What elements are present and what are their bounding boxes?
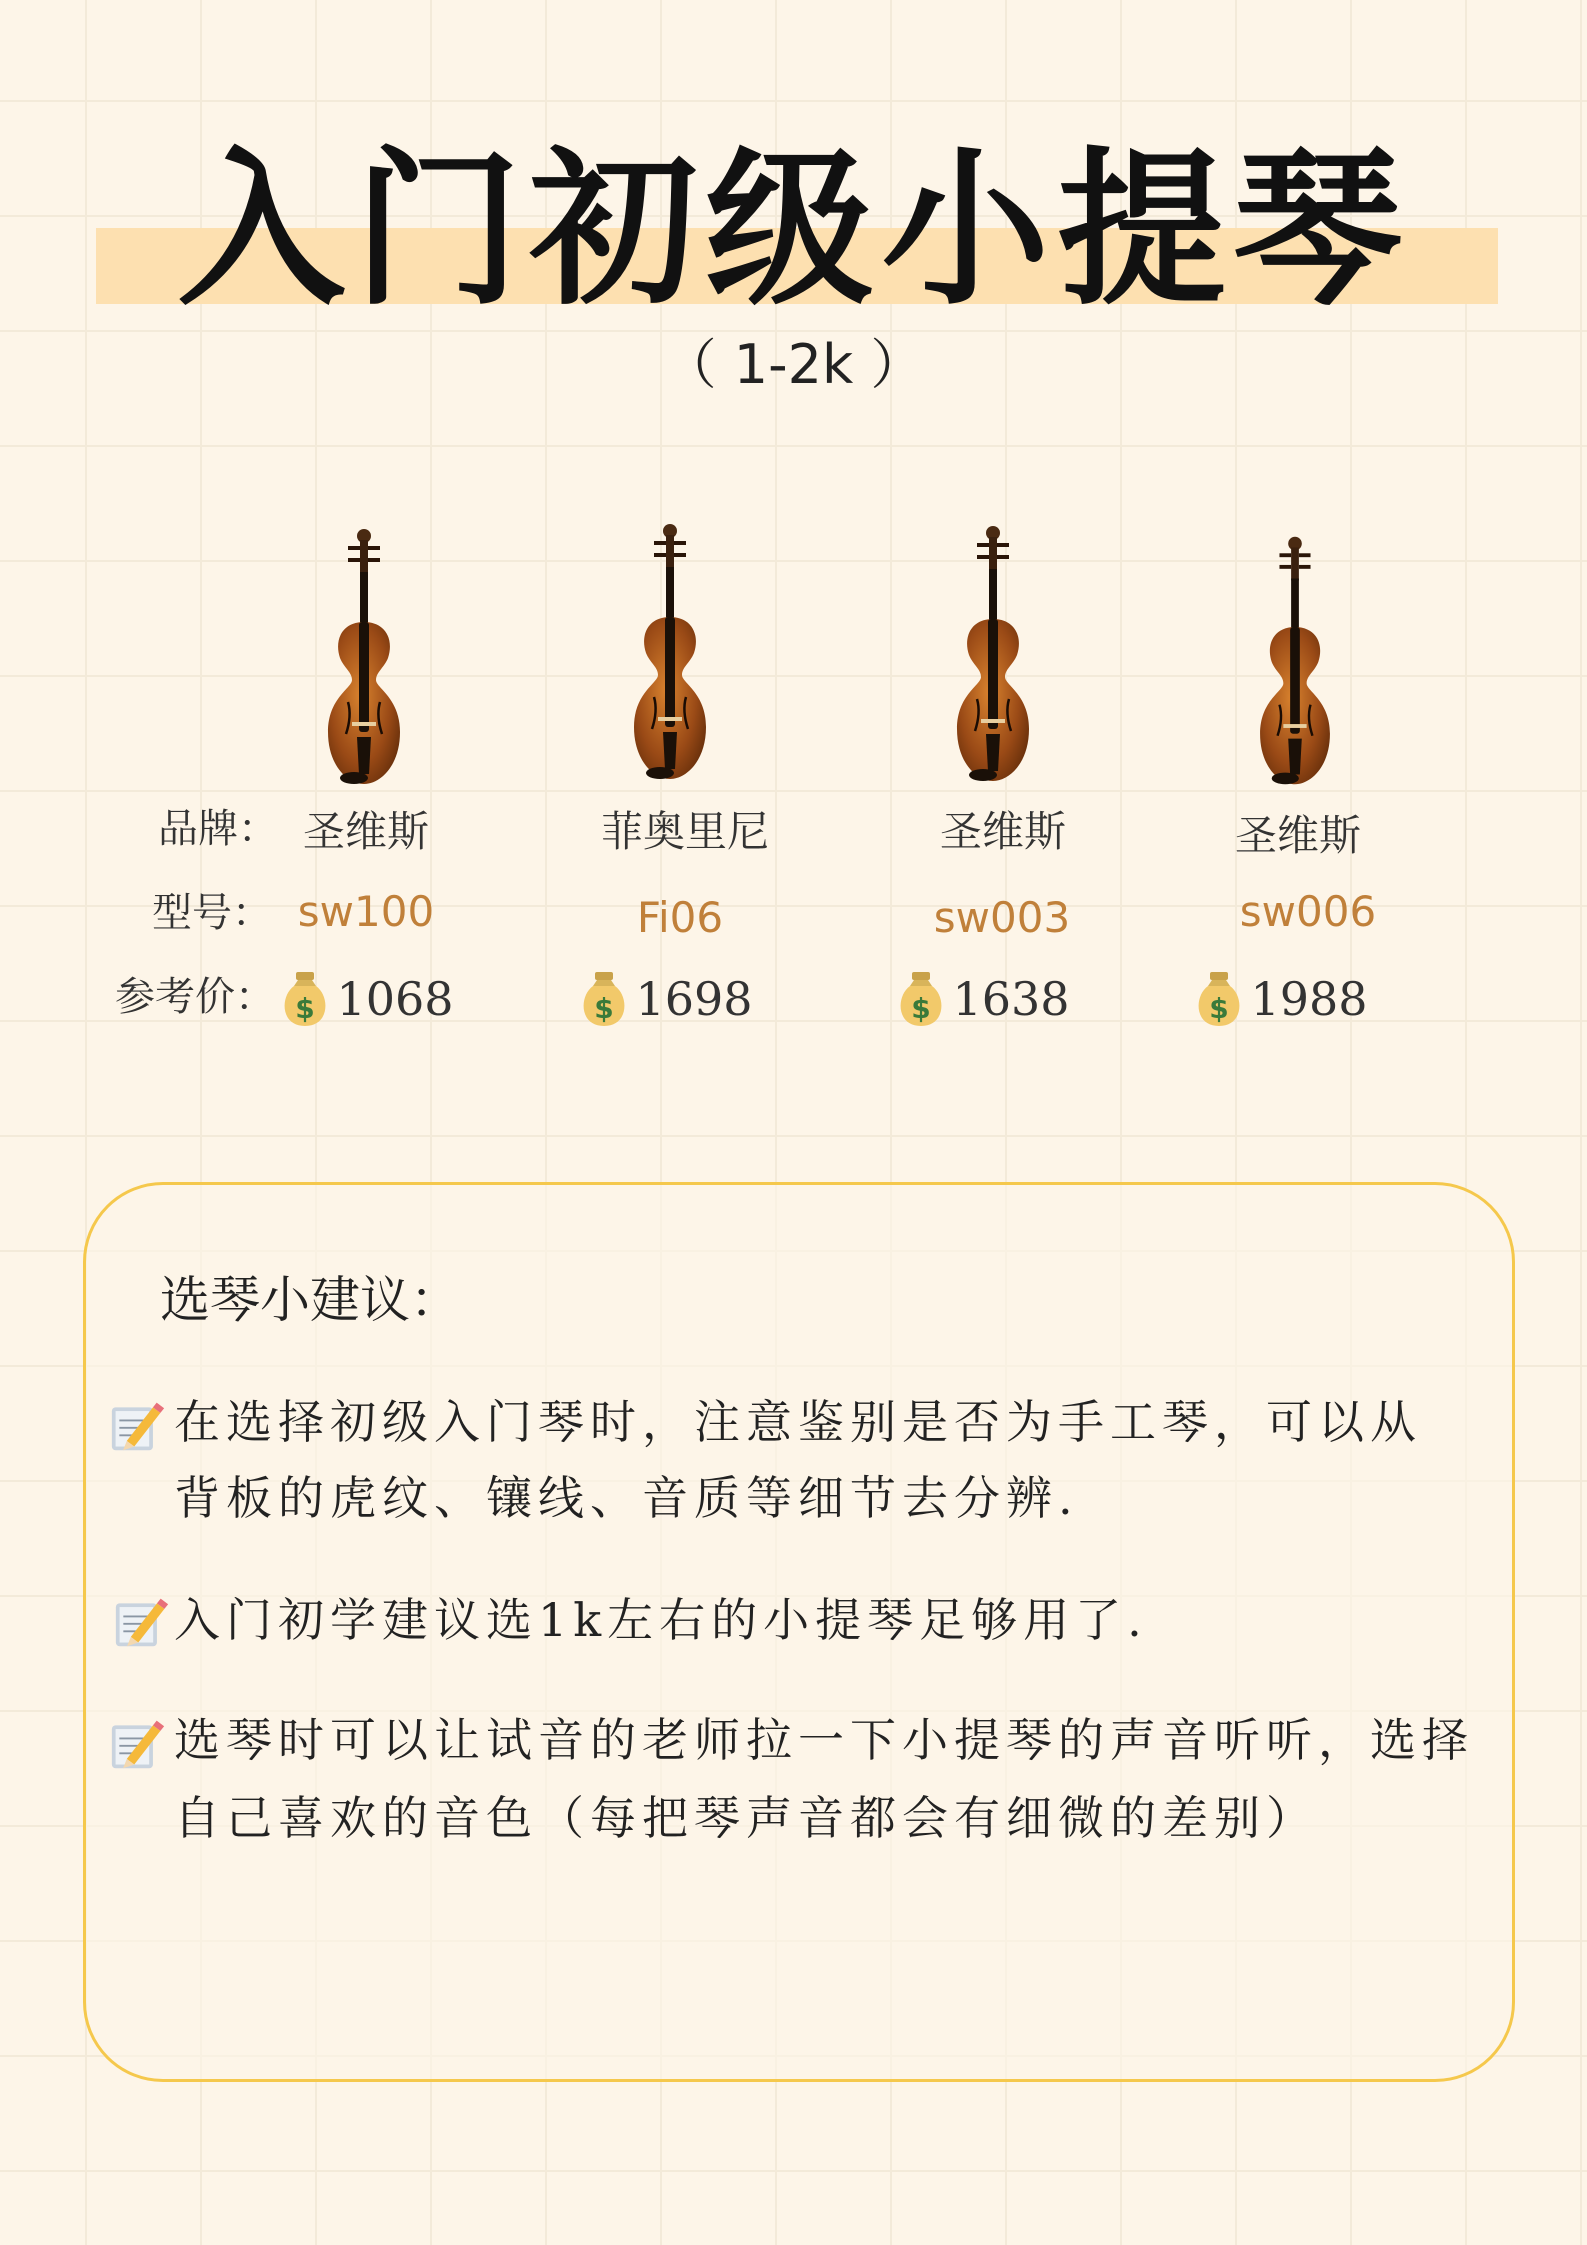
price-row-label: 参考价：	[115, 974, 275, 1020]
tip-line: 自己喜欢的音色（每把琴声音都会有细微的差别）	[174, 1791, 1318, 1845]
violin-brand: 菲奥里尼	[600, 807, 769, 856]
model-row-label: 型号：	[152, 890, 272, 936]
violin-model: sw003	[933, 893, 1071, 942]
money-bag-icon	[1192, 970, 1246, 1028]
money-bag-icon	[577, 970, 631, 1028]
price-value: 1698	[635, 972, 753, 1026]
violin-price	[852, 970, 1112, 1028]
violin-image-1	[314, 522, 414, 792]
violin-image-3	[943, 516, 1043, 792]
tip-line: 背板的虎纹、镶线、音质等细节去分辨.	[174, 1471, 1079, 1525]
price-value: 1988	[1250, 972, 1368, 1026]
memo-pencil-icon	[110, 1714, 166, 1774]
violin-model: sw100	[297, 887, 435, 936]
tip-line: 在选择初级入门琴时，注意鉴别是否为手工琴，可以从	[174, 1395, 1422, 1449]
memo-pencil-icon	[114, 1592, 170, 1652]
violin-brand: 圣维斯	[1234, 811, 1361, 860]
price-value: 1638	[952, 972, 1070, 1026]
violin-price	[535, 970, 795, 1028]
violin-brand: 圣维斯	[302, 807, 429, 856]
price-value: 1068	[336, 972, 454, 1026]
violin-image-4	[1245, 530, 1345, 792]
violin-model: Fi06	[636, 893, 724, 942]
tip-line: 选琴时可以让试音的老师拉一下小提琴的声音听听，选择	[174, 1713, 1474, 1767]
violin-image-2	[620, 512, 720, 792]
violin-brand: 圣维斯	[939, 807, 1066, 856]
money-bag-icon	[894, 970, 948, 1028]
money-bag-icon	[278, 970, 332, 1028]
tip-line: 入门初学建议选1k左右的小提琴足够用了.	[174, 1593, 1148, 1647]
violin-price	[236, 970, 496, 1028]
violin-model: sw006	[1239, 887, 1377, 936]
page-subtitle: （ 1-2k ）	[662, 333, 925, 396]
memo-pencil-icon	[110, 1396, 166, 1456]
violin-price	[1150, 970, 1410, 1028]
brand-row-label: 品牌：	[158, 806, 278, 852]
page-title: 入门初级小提琴	[177, 132, 1410, 328]
tips-heading: 选琴小建议：	[160, 1271, 460, 1329]
